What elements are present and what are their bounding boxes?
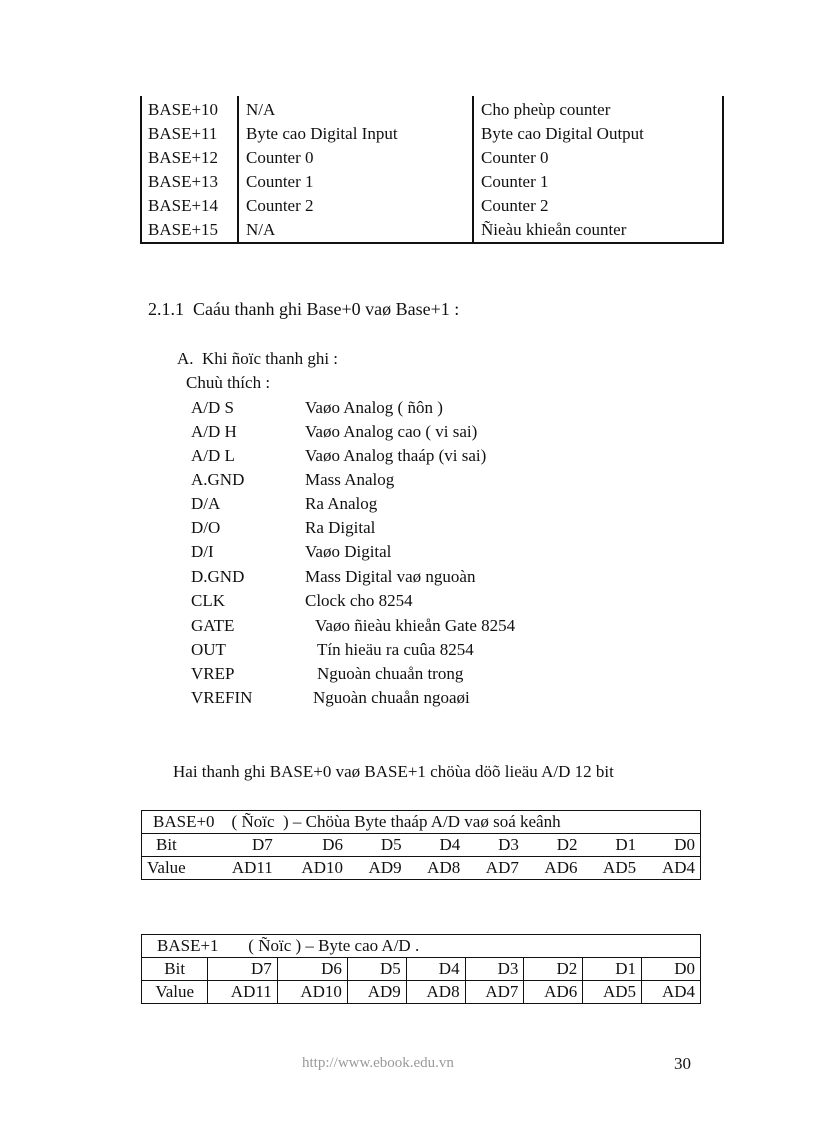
value-cell: AD11 — [231, 858, 273, 877]
value-cell: AD6 — [524, 981, 583, 1004]
legend-desc: Nguoàn chuaån ngoaøi — [313, 688, 470, 707]
legend-desc: Vaøo Analog ( ñôn ) — [305, 398, 443, 417]
legend-desc: Tín hieäu ra cuûa 8254 — [317, 640, 474, 659]
legend-desc: Vaøo Analog cao ( vi sai) — [305, 422, 478, 441]
register-address: BASE+12 — [148, 148, 219, 167]
legend-term: VREFIN — [191, 688, 253, 707]
value-cell: AD9 — [347, 981, 406, 1004]
register-write: Cho pheùp counter — [481, 100, 611, 119]
legend-term: A/D L — [191, 446, 235, 465]
legend-desc: Nguoàn chuaån trong — [317, 664, 464, 683]
value-cell: AD9 — [368, 858, 402, 877]
row-label: Value — [147, 858, 186, 877]
bit-cell: D1 — [583, 958, 642, 981]
register-write: Counter 1 — [481, 172, 549, 191]
row-label: Value — [142, 981, 208, 1004]
register-read: N/A — [246, 220, 276, 239]
bit-cell: D2 — [556, 835, 578, 854]
intro-paragraph: Hai thanh ghi BASE+0 vaø BASE+1 chöùa döõ lieäu A/D 12 bit — [173, 762, 614, 781]
bit-cell: D2 — [524, 958, 583, 981]
value-cell: AD7 — [465, 981, 524, 1004]
bit-table-base0 — [141, 810, 701, 880]
value-cell: AD8 — [427, 858, 461, 877]
legend-desc: Ra Analog — [305, 494, 378, 513]
bit-cell: D3 — [498, 835, 519, 854]
value-cell: AD6 — [544, 858, 578, 877]
table-header-row — [142, 935, 701, 958]
table-header: BASE+0 ( Ñoïc ) – Chöùa Byte thaáp A/D vaø soá keânh — [153, 812, 561, 831]
legend-term: A/D H — [191, 422, 237, 441]
register-write: Byte cao Digital Output — [481, 124, 644, 143]
bit-cell: D5 — [380, 835, 402, 854]
legend-term: OUT — [191, 640, 226, 659]
register-address: BASE+13 — [148, 172, 219, 191]
legend-term: GATE — [191, 616, 235, 635]
table-header: BASE+1 ( Ñoïc ) – Byte cao A/D . — [142, 935, 701, 958]
register-address: BASE+14 — [148, 196, 219, 215]
register-write: Ñieàu khieån counter — [481, 220, 627, 239]
legend-term: CLK — [191, 591, 225, 610]
value-cell: AD4 — [661, 858, 695, 877]
value-cell: AD8 — [406, 981, 465, 1004]
legend-term: D/I — [191, 542, 214, 561]
bit-cell: D6 — [322, 835, 343, 854]
value-cell: AD11 — [208, 981, 277, 1004]
register-read: Counter 1 — [246, 172, 314, 191]
bit-cell: D6 — [277, 958, 347, 981]
table-row — [140, 194, 724, 218]
table-row — [142, 981, 701, 1004]
bit-cell: D1 — [615, 835, 637, 854]
subsection-heading: A. Khi ñoïc thanh ghi : — [177, 349, 339, 368]
legend-term: VREP — [191, 664, 235, 683]
table-header-row — [142, 811, 701, 834]
table-row — [142, 857, 701, 880]
table-row — [142, 834, 701, 857]
table-row — [140, 218, 724, 242]
table-bottom-rule — [140, 242, 724, 244]
value-cell: AD7 — [485, 858, 519, 877]
bit-cell: D3 — [465, 958, 524, 981]
legend-term: D/A — [191, 494, 221, 513]
register-table — [140, 96, 724, 244]
section-heading: 2.1.1 Caáu thanh ghi Base+0 vaø Base+1 : — [148, 299, 460, 319]
register-address: BASE+10 — [148, 100, 219, 119]
bit-cell: D4 — [439, 835, 461, 854]
legend-list — [191, 398, 591, 718]
bit-cell: D5 — [347, 958, 406, 981]
bit-cell: D7 — [252, 835, 273, 854]
table-row — [140, 98, 724, 122]
register-write: Counter 2 — [481, 196, 549, 215]
bit-cell: D4 — [406, 958, 465, 981]
bit-table-base1 — [141, 934, 701, 1004]
table-row — [140, 170, 724, 194]
legend-desc: Clock cho 8254 — [305, 591, 413, 610]
footer-url: http://www.ebook.edu.vn — [302, 1055, 454, 1071]
legend-desc: Vaøo ñieàu khieån Gate 8254 — [315, 616, 516, 635]
legend-title: Chuù thích : — [186, 373, 271, 392]
register-address: BASE+15 — [148, 220, 219, 239]
legend-desc: Mass Digital vaø nguoàn — [305, 567, 476, 586]
register-read: Counter 2 — [246, 196, 314, 215]
legend-desc: Vaøo Digital — [305, 542, 392, 561]
bit-cell: D0 — [642, 958, 701, 981]
register-read: Byte cao Digital Input — [246, 124, 398, 143]
legend-term: D/O — [191, 518, 221, 537]
table-row — [142, 958, 701, 981]
page-number: 30 — [674, 1054, 691, 1073]
register-read: N/A — [246, 100, 276, 119]
register-write: Counter 0 — [481, 148, 549, 167]
table-row — [140, 146, 724, 170]
value-cell: AD10 — [301, 858, 343, 877]
legend-term: A.GND — [191, 470, 245, 489]
legend-term: A/D S — [191, 398, 234, 417]
row-label: Bit — [142, 958, 208, 981]
value-cell: AD4 — [642, 981, 701, 1004]
bit-cell: D0 — [674, 835, 695, 854]
bit-cell: D7 — [208, 958, 277, 981]
legend-desc: Vaøo Analog thaáp (vi sai) — [305, 446, 487, 465]
legend-desc: Mass Analog — [305, 470, 395, 489]
register-address: BASE+11 — [148, 124, 218, 143]
register-read: Counter 0 — [246, 148, 314, 167]
value-cell: AD5 — [583, 981, 642, 1004]
row-label: Bit — [156, 835, 177, 854]
value-cell: AD10 — [277, 981, 347, 1004]
value-cell: AD5 — [603, 858, 637, 877]
legend-desc: Ra Digital — [305, 518, 376, 537]
table-row — [140, 122, 724, 146]
legend-term: D.GND — [191, 567, 245, 586]
